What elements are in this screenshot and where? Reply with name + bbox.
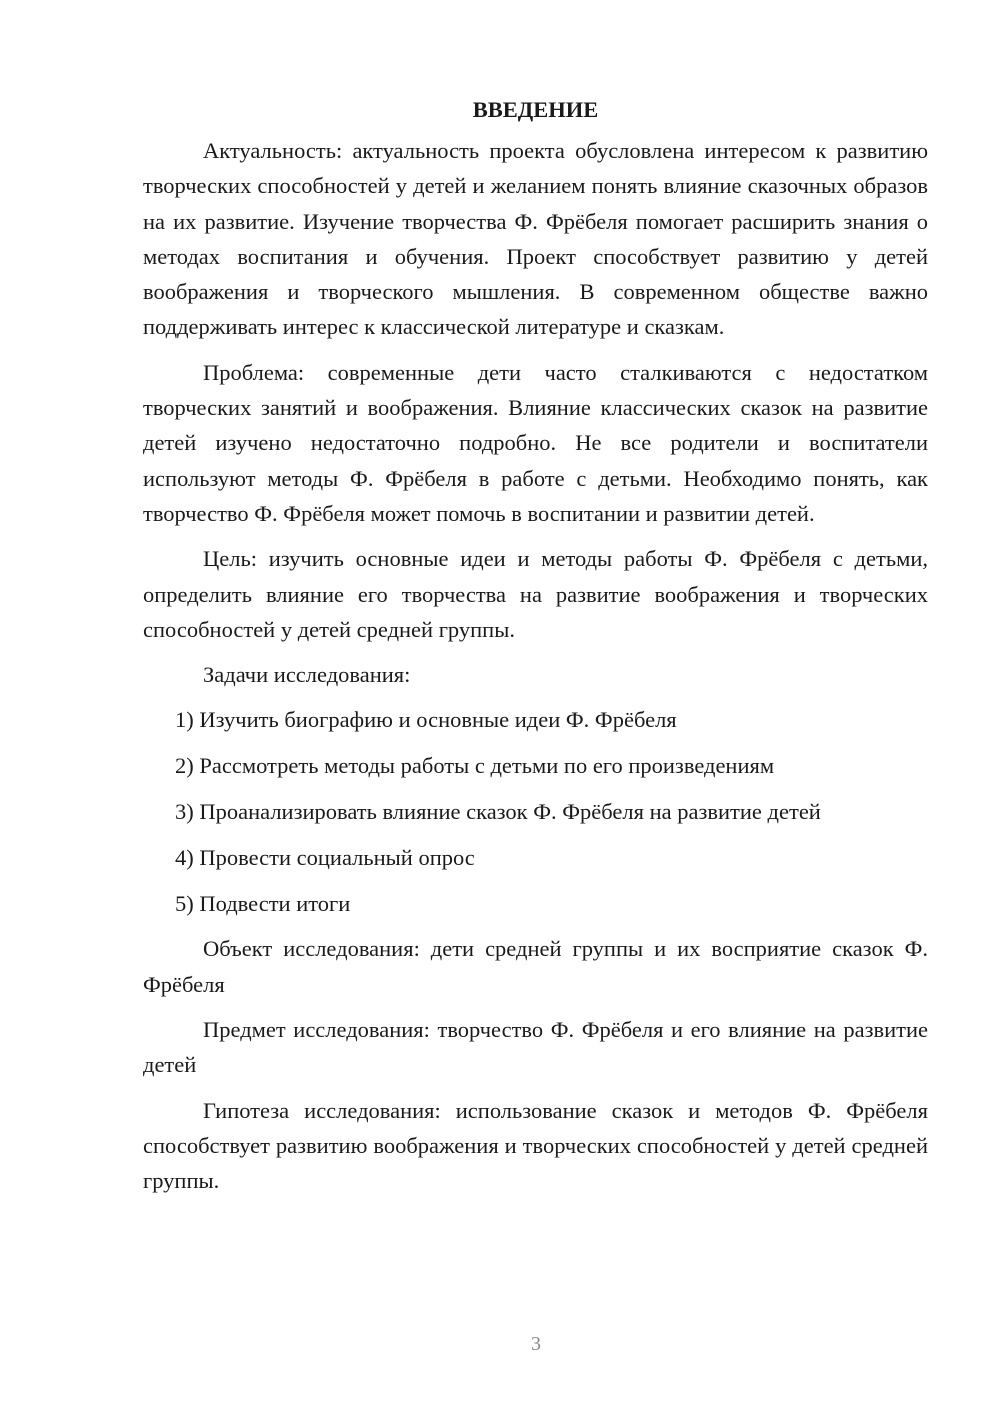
task-item: 1) Изучить биографию и основные идеи Ф. Фрёбеля: [175, 707, 677, 733]
task-item: 3) Проанализировать влияние сказок Ф. Фрёбеля на развитие детей: [175, 799, 821, 825]
paragraph-relevance: Актуальность: актуальность проекта обусловлена интересом к развитию творческих способностей у детей и желанием понять влияние сказочных образов на их развитие. Изучение творчества Ф. Фрёбеля помогает расширить знания о методах воспитания и обучения. Проект способствует развитию у детей воображения и творческого мышления. В современном обществе важно поддерживать интерес к классической литературе и сказкам.: [143, 138, 928, 340]
document-page: [143, 92, 928, 1209]
page-number: 3: [531, 1333, 541, 1355]
task-list: [143, 702, 928, 920]
paragraph-goal: Цель: изучить основные идеи и методы работы Ф. Фрёбеля с детьми, определить влияние его творчества на развитие воображения и творческих способностей у детей средней группы.: [143, 546, 928, 642]
paragraph-hypothesis: Гипотеза исследования: использование сказок и методов Ф. Фрёбеля способствует развитию воображения и творческих способностей у детей средней группы.: [143, 1097, 928, 1194]
tasks-title: Задачи исследования:: [203, 662, 411, 688]
task-item: 2) Рассмотреть методы работы с детьми по его произведениям: [175, 753, 775, 779]
task-item: 5) Подвести итоги: [175, 890, 351, 916]
task-item: 4) Провести социальный опрос: [175, 844, 475, 870]
paragraph-subject: Предмет исследования: творчество Ф. Фрёбеля и его влияние на развитие детей: [143, 1017, 928, 1078]
paragraph-problem: Проблема: современные дети часто сталкиваются с недостатком творческих занятий и воображения. Влияние классических сказок на развитие детей изучено недостаточно подробно. Не все родители и воспитатели используют методы Ф. Фрёбеля в работе с детьми. Необходимо понять, как творчество Ф. Фрёбеля может помочь в воспитании и развитии детей.: [143, 359, 928, 526]
paragraph-object: Объект исследования: дети средней группы и их восприятие сказок Ф. Фрёбеля: [143, 936, 928, 997]
page-heading: ВВЕДЕНИЕ: [472, 97, 599, 122]
